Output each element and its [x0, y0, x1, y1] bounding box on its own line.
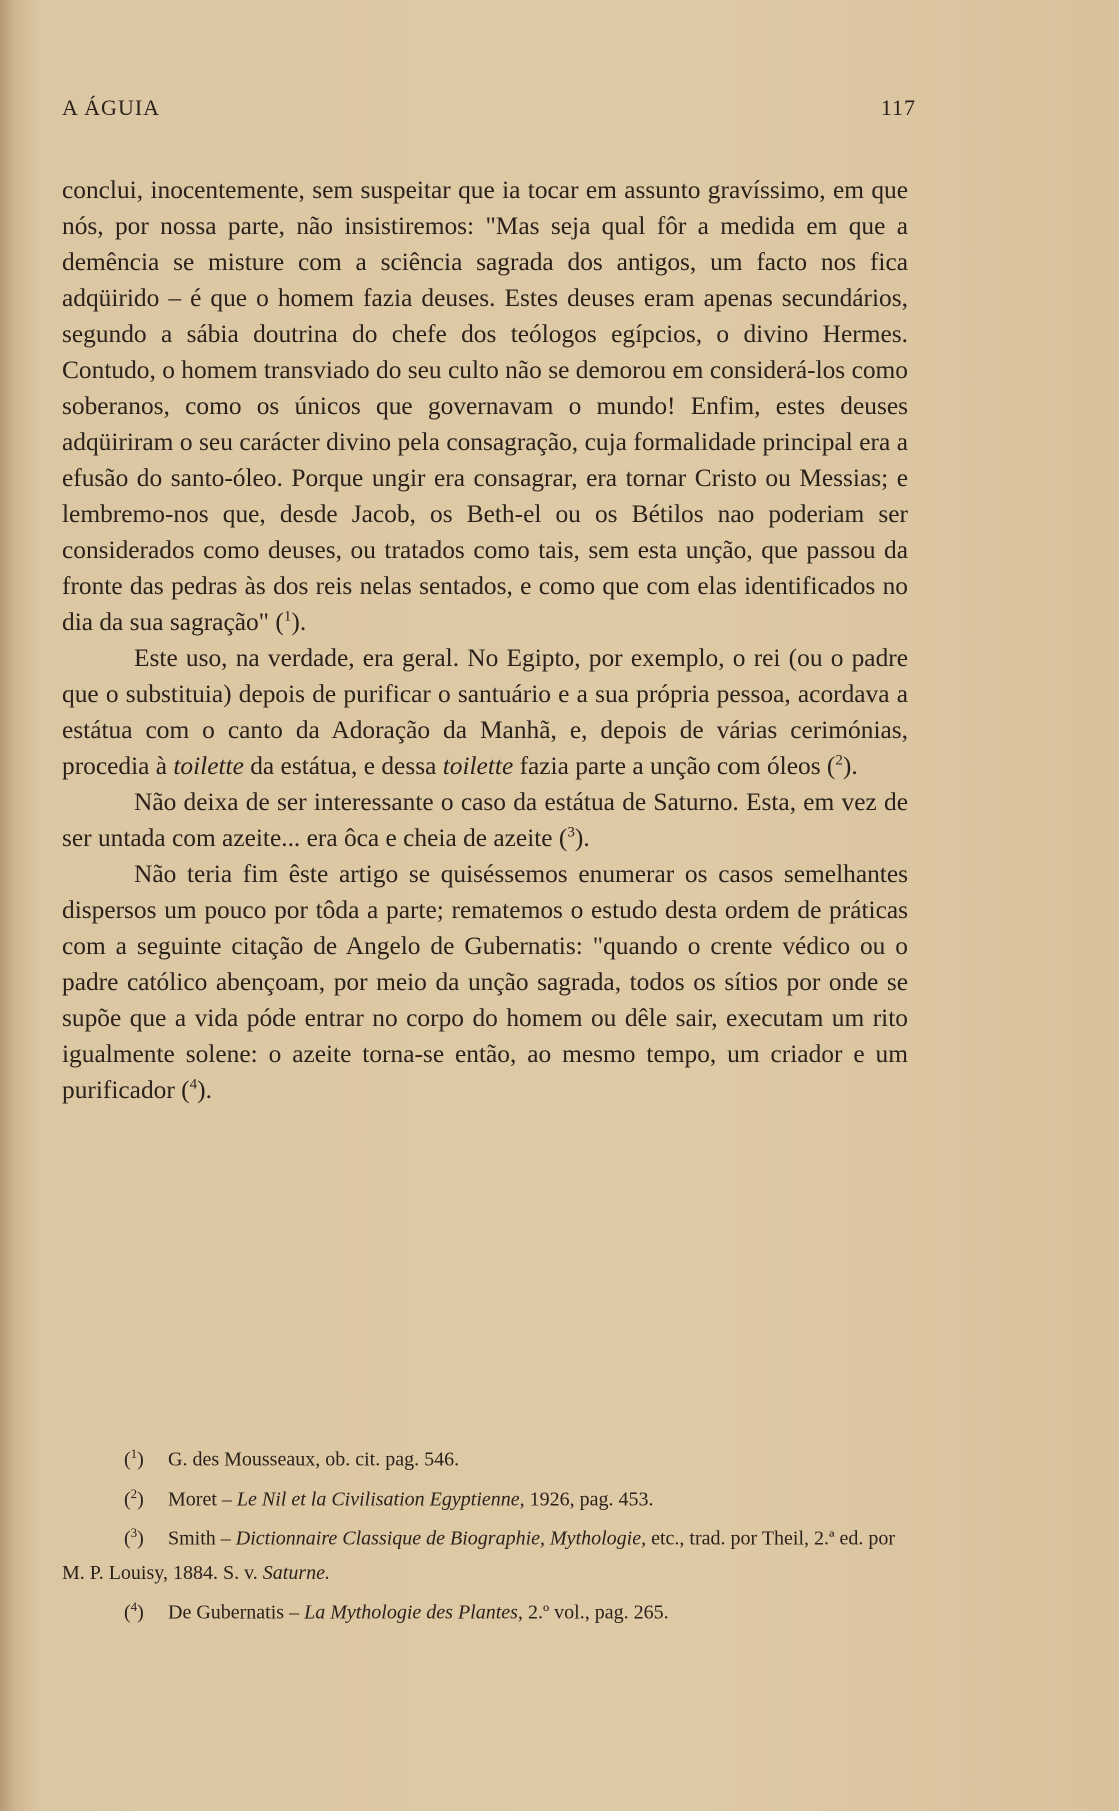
footnote-number: ($^1$)	[124, 1446, 144, 1471]
paragraph-text: Não deixa de ser interessante o caso da estátua de Saturno. Esta, em vez de ser untada com azeite... era ôca e cheia de azeite (	[62, 788, 908, 852]
paragraph-text: ).	[574, 824, 590, 852]
footnote-ref-4: 4	[189, 1076, 198, 1093]
footnote-title: Saturne.	[262, 1561, 330, 1584]
footnote-text: 2.º vol., pag. 265.	[522, 1601, 669, 1624]
footnotes	[62, 1437, 908, 1630]
footnote-text: Moret –	[168, 1488, 237, 1511]
footnote-number: ($^4$)	[124, 1598, 144, 1624]
footnote-title: La Mythologie des Plantes,	[304, 1601, 523, 1624]
paragraph-2	[62, 640, 908, 784]
footnote-ref-1: 1	[283, 608, 292, 625]
paragraph-text: da estátua, e dessa	[243, 752, 443, 780]
paragraph-text: ).	[197, 1076, 212, 1104]
footnote-number: ($^3$)	[124, 1525, 144, 1550]
footnote-title: Dictionnaire Classique de Biographie, Mythologie,	[235, 1527, 647, 1550]
italic-word: toilette	[173, 752, 244, 780]
footnote-2	[62, 1477, 908, 1517]
paragraph-text: Este uso, na verdade, era geral. No Egipto, por exemplo, o rei (ou o padre que o substituia) depois de purificar o santuário e a sua própria pessoa, acordava a estátua com o canto da Adoração da Manhã, e, depois de várias cerimónias, procedia à	[62, 644, 908, 780]
italic-word: toilette	[442, 752, 514, 780]
running-title: A ÁGUIA	[62, 95, 161, 120]
footnote-3	[62, 1516, 908, 1590]
footnote-text: G. des Mousseaux, ob. cit. pag. 546.	[168, 1448, 460, 1471]
footnote-title: Le Nil et la Civilisation Egyptienne,	[236, 1488, 525, 1511]
footnote-text: etc., trad. por Theil, 2.ª ed. por M. P. Louisy, 1884. S. v.	[62, 1527, 896, 1584]
footnote-4	[62, 1590, 908, 1630]
body-text	[62, 172, 908, 1108]
paragraph-1	[62, 172, 908, 640]
paragraph-4	[62, 856, 908, 1108]
footnote-ref-3: 3	[567, 824, 575, 841]
footnote-text: 1926, pag. 453.	[524, 1488, 654, 1511]
paragraph-text: fazia parte a unção com óleos (	[513, 752, 836, 780]
footnote-text: Smith –	[168, 1527, 236, 1550]
paragraph-text: ).	[291, 608, 307, 636]
footnote-number: ($^2$)	[124, 1485, 144, 1511]
paragraph-3	[62, 784, 908, 856]
page-number: 117	[880, 95, 916, 120]
footnote-1	[62, 1437, 908, 1477]
footnote-ref-2: 2	[835, 752, 843, 769]
paragraph-text: ).	[842, 752, 858, 780]
footnote-text: De Gubernatis –	[168, 1601, 305, 1624]
paragraph-text: Não teria fim êste artigo se quiséssemos enumerar os casos semelhantes dispersos um pouco por tôda a parte; rematemos o estudo desta ordem de práticas com a seguinte citação de Angelo de Gubernatis: "quando o crente védico ou o padre católico abençoam, por meio da unção sagrada, todos os sítios por onde se supõe que a vida póde entrar no corpo do homem ou dêle sair, executam um rito igualmente solene: o azeite torna-se então, ao mesmo tempo, um criador e um purificador (	[62, 860, 908, 1104]
page-header	[62, 95, 916, 129]
paragraph-text: conclui, inocentemente, sem suspeitar que ia tocar em assunto gravíssimo, em que nós, por nossa parte, não insistiremos: "Mas seja qual fôr a medida em que a demência se misture com a sciência sagrada dos antigos, um facto nos fica adqüirido – é que o homem fazia deuses. Estes deuses eram apenas secundários, segundo a sábia doutrina do chefe dos teólogos egípcios, o divino Hermes. Contudo, o homem transviado do seu culto não se demorou em considerá-los como soberanos, como os únicos que governavam o mundo! Enfim, estes deuses adqüiriram o seu carácter divino pela consagração, cuja formalidade principal era a efusão do santo-óleo. Porque ungir era consagrar, era tornar Cristo ou Messias; e lembremo-nos que, desde Jacob, os Beth-el ou os Bétilos nao poderiam ser considerados como deuses, ou tratados como tais, sem esta unção, que passou da fronte das pedras às dos reis nelas sentados, e como que com elas identificados no dia da sua sagração" (	[62, 176, 908, 636]
